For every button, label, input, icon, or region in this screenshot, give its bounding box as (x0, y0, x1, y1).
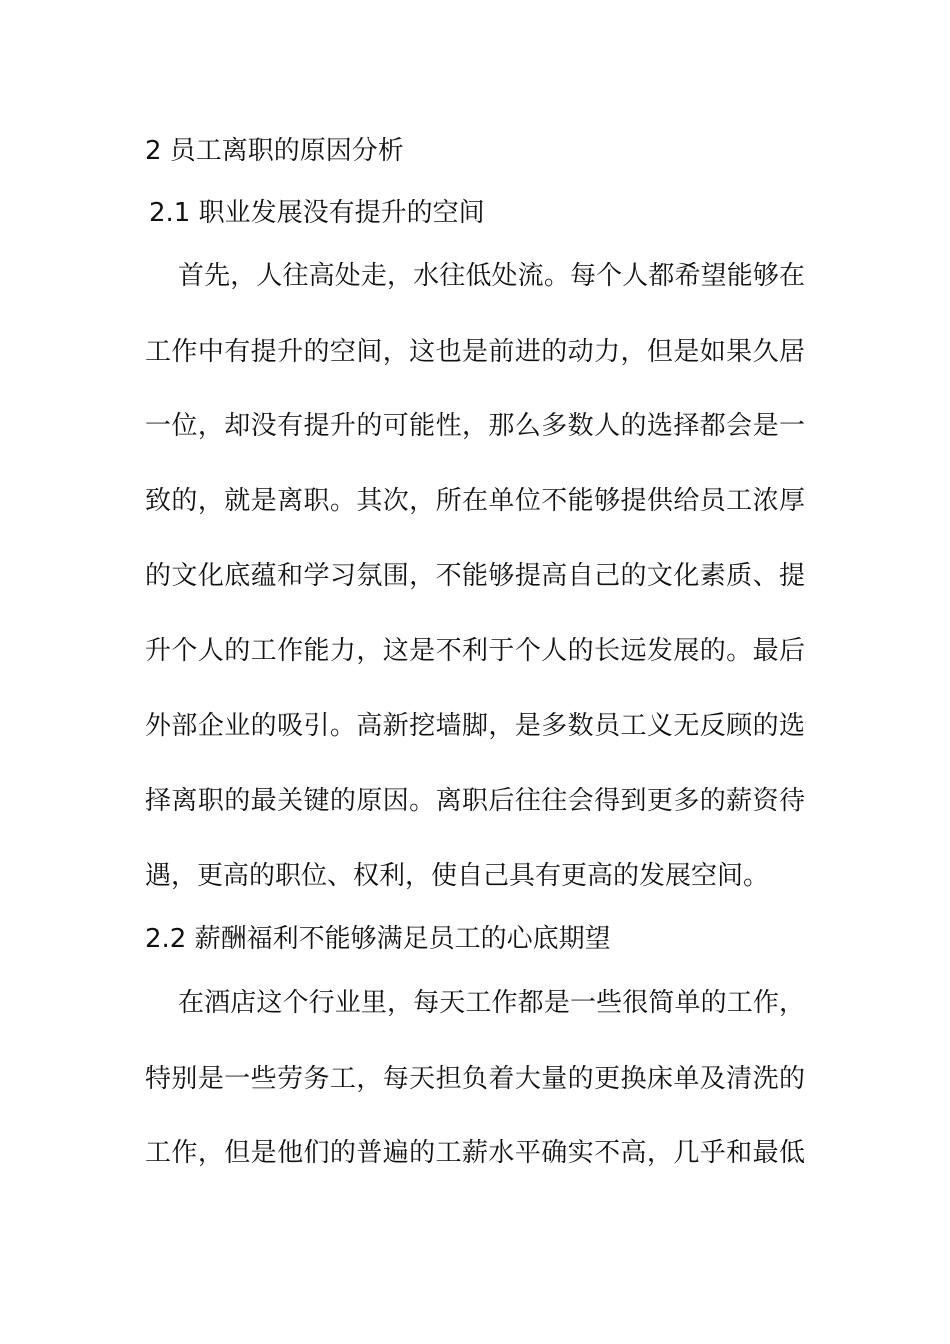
paragraph-line: 遇，更高的职位、权利，使自己具有更高的发展空间。 (145, 861, 770, 891)
paragraph-line: 工作，但是他们的普遍的工薪水平确实不高，几乎和最低 (145, 1138, 805, 1168)
section-2-heading: 2.2 薪酬福利不能够满足员工的心底期望 (145, 924, 611, 954)
paragraph-line: 一位，却没有提升的可能性，那么多数人的选择都会是一 (145, 411, 805, 441)
paragraph-line: 的文化底蕴和学习氛围，不能够提高自己的文化素质、提 (145, 561, 805, 591)
paragraph-line: 致的，就是离职。其次，所在单位不能够提供给员工浓厚 (145, 486, 805, 516)
paragraph-line: 在酒店这个行业里，每天工作都是一些很简单的工作， (178, 988, 805, 1018)
paragraph-line: 特别是一些劳务工，每天担负着大量的更换床单及清洗的 (145, 1064, 805, 1094)
paragraph-line: 工作中有提升的空间，这也是前进的动力，但是如果久居 (145, 337, 805, 367)
paragraph-line: 择离职的最关键的原因。离职后往往会得到更多的薪资待 (145, 786, 805, 816)
main-heading: 2 员工离职的原因分析 (145, 136, 404, 166)
paragraph-line: 首先，人往高处走，水往低处流。每个人都希望能够在 (178, 261, 805, 291)
section-1-heading: 2.1 职业发展没有提升的空间 (149, 198, 485, 228)
paragraph-line: 外部企业的吸引。高新挖墙脚，是多数员工义无反顾的选 (145, 711, 805, 741)
paragraph-line: 升个人的工作能力，这是不利于个人的长远发展的。最后 (145, 636, 805, 666)
